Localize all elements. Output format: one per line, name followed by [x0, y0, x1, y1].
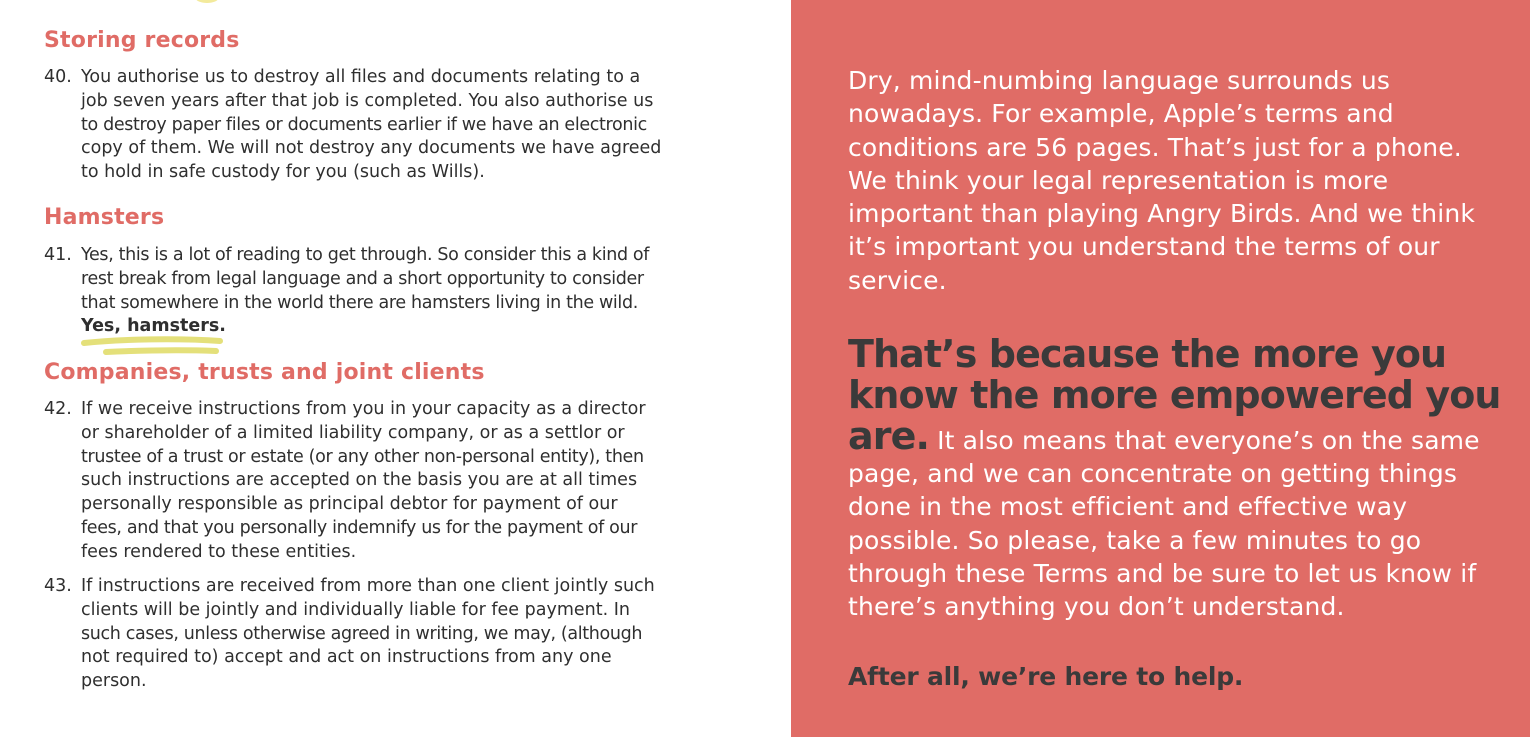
highlight-mark-fragment	[196, 0, 218, 3]
clause-line: such instructions are accepted on the basis you are at all times	[81, 470, 638, 491]
clause-line: to destroy paper files or documents earlier if we have an electronic	[81, 114, 647, 135]
intro-line: conditions are 56 pages. That’s just for a phone.	[848, 132, 1462, 162]
intro-line: nowadays. For example, Apple’s terms and	[848, 99, 1394, 129]
clause-line: If we receive instructions from you in your capacity as a director	[81, 399, 646, 419]
clause-line: rest break from legal language and a short opportunity to consider	[81, 268, 644, 289]
claim-line: know the more empowered you	[848, 373, 1501, 417]
clause-line: Yes, this is a lot of reading to get through. So consider this a kind of	[81, 245, 650, 265]
clause-number: 41.	[44, 245, 72, 265]
clause-text	[81, 575, 741, 694]
clause-line: fees rendered to these entities.	[81, 541, 357, 562]
clause-line: that somewhere in the world there are hamsters living in the wild.	[81, 292, 638, 313]
clause-line: not required to) accept and act on instructions from any one	[81, 647, 612, 668]
section-heading-storing-records: Storing records	[44, 28, 240, 53]
clause-text	[81, 66, 741, 185]
follow-line: through these Terms and be sure to let us know if	[848, 558, 1477, 588]
hamsters-emphasis: Yes, hamsters.	[81, 316, 226, 337]
clause-number: 43.	[44, 576, 72, 596]
follow-line: done in the most efficient and effective way	[848, 492, 1408, 522]
claim-tail: are.	[848, 414, 929, 458]
empowerment-statement	[848, 332, 1501, 461]
explainer-panel	[791, 0, 1530, 737]
clause-line: person.	[81, 671, 147, 692]
highlighter-underline	[80, 334, 230, 358]
section-heading-companies: Companies, trusts and joint clients	[44, 360, 485, 385]
intro-line: We think your legal representation is more	[848, 165, 1389, 195]
clause-text	[81, 398, 741, 565]
follow-line: there’s anything you don’t understand.	[848, 592, 1345, 622]
clause-line: such cases, unless otherwise agreed in writing, we may, (although	[81, 623, 643, 644]
follow-paragraph	[848, 457, 1498, 623]
follow-first-line: It also means that everyone’s on the same	[929, 426, 1480, 455]
claim-line: That’s because the more you	[848, 332, 1447, 376]
clause-line: If instructions are received from more than one client jointly such	[81, 576, 655, 596]
clause-line: copy of them. We will not destroy any documents we have agreed	[81, 138, 662, 159]
clause-line: job seven years after that job is completed. You also authorise us	[81, 90, 654, 111]
intro-line: Dry, mind-numbing language surrounds us	[848, 66, 1391, 95]
clause-line: trustee of a trust or estate (or any other non-personal entity), then	[81, 446, 644, 467]
intro-line: it’s important you understand the terms of our	[848, 232, 1440, 262]
intro-line: service.	[848, 265, 947, 295]
section-heading-hamsters: Hamsters	[44, 205, 165, 230]
clause-line: clients will be jointly and individually liable for fee payment. In	[81, 599, 630, 620]
clause-line: or shareholder of a limited liability company, or as a settlor or	[81, 422, 625, 443]
clause-line: You authorise us to destroy all files and documents relating to a	[81, 67, 641, 87]
claim-line-last	[848, 416, 1498, 461]
intro-paragraph	[848, 64, 1488, 297]
clause-text	[81, 244, 741, 339]
follow-line: possible. So please, take a few minutes to go	[848, 525, 1422, 555]
intro-line: important than playing Angry Birds. And we think	[848, 199, 1475, 229]
follow-line: page, and we can concentrate on getting things	[848, 459, 1458, 488]
clause-number: 42.	[44, 399, 72, 419]
clause-line: to hold in safe custody for you (such as Wills).	[81, 162, 485, 183]
clause-number: 40.	[44, 67, 72, 87]
clause-line: personally responsible as principal debtor for payment of our	[81, 494, 618, 515]
closing-line: After all, we’re here to help.	[848, 662, 1244, 691]
clause-line: fees, and that you personally indemnify us for the payment of our	[81, 517, 638, 538]
